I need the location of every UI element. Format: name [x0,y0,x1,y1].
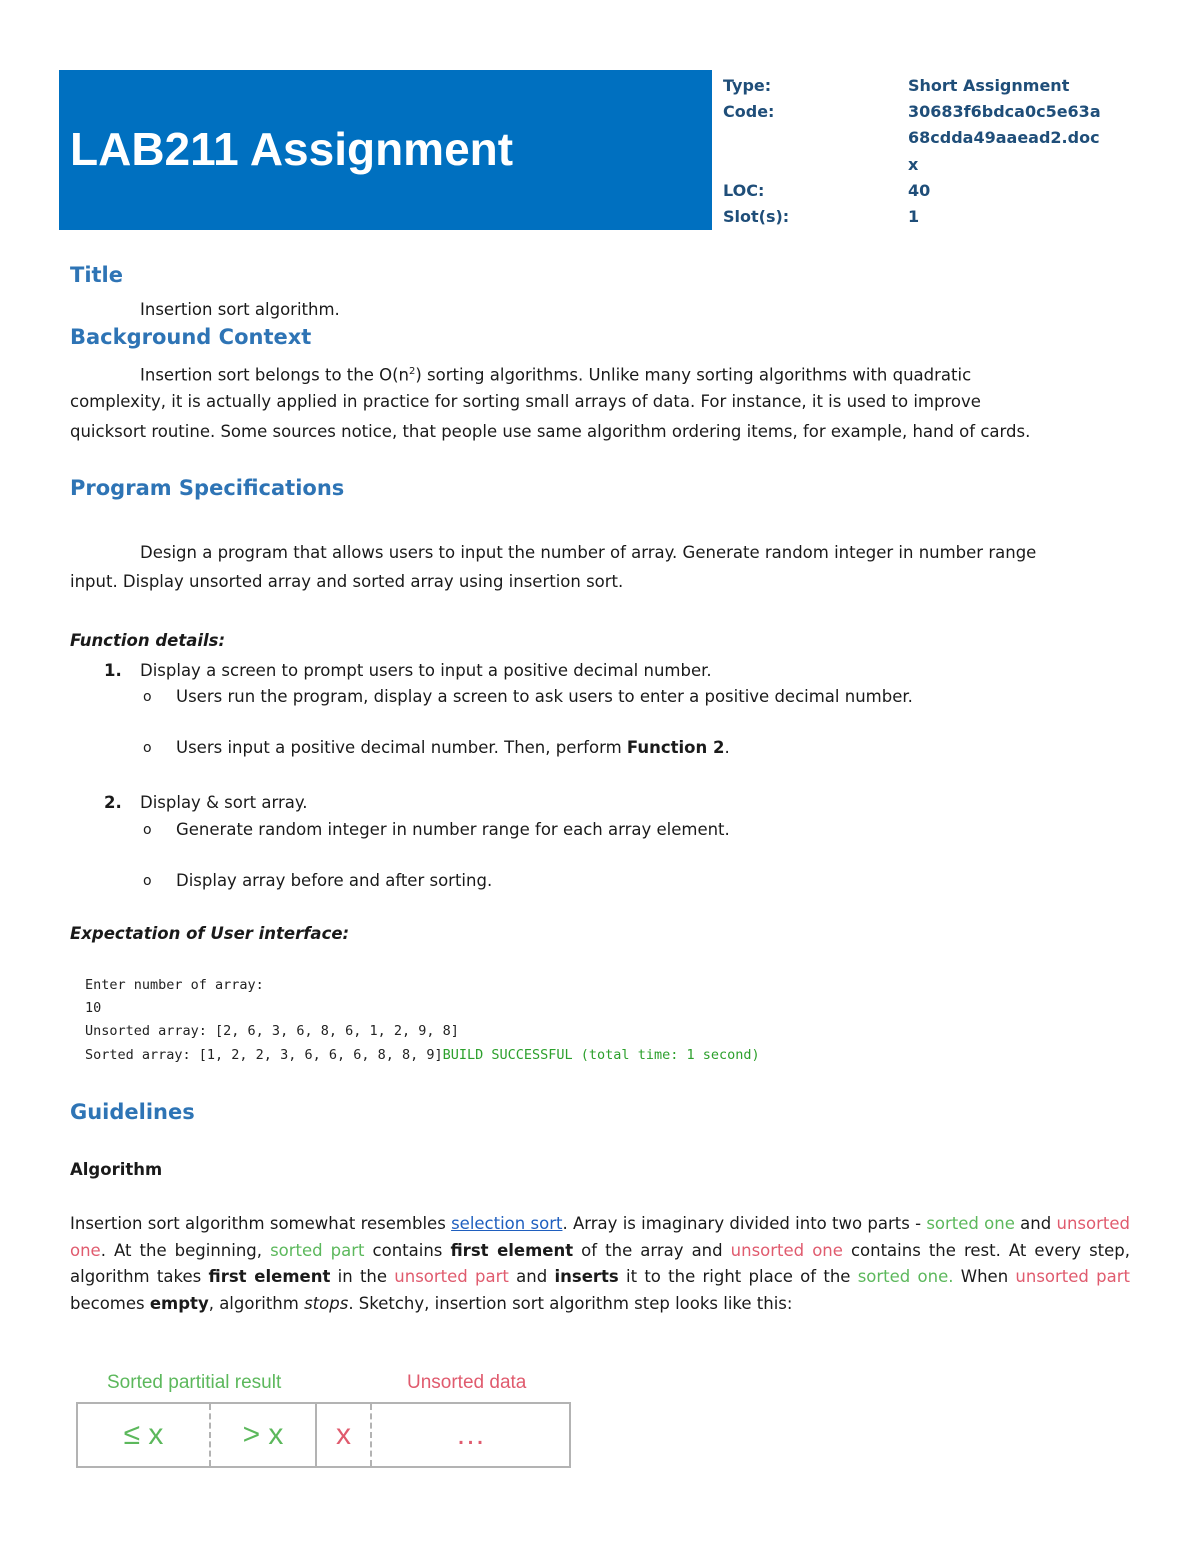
bullet-icon: o [143,822,152,838]
console-line-4: Sorted array: [1, 2, 2, 3, 6, 6, 6, 8, 8, 9]BUILD SUCCESSFUL (total time: 1 second) [85,1047,760,1063]
guidelines-heading: Guidelines [70,1100,195,1124]
function-1-bullet-1: Users run the program, display a screen to ask users to enter a positive decimal number. [176,687,913,706]
page-title: LAB211 Assignment [70,123,514,175]
diagram-cell-gt-x: > x [242,1418,284,1451]
code-value-line1: 30683f6bdca0c5e63a [908,102,1101,121]
function-2-text: Display & sort array. [140,793,308,812]
console-line-3: Unsorted array: [2, 6, 3, 6, 8, 6, 1, 2, 9, 8] [85,1023,459,1039]
function-2-bullet-2: Display array before and after sorting. [176,871,493,890]
function-1-bullet-2: Users input a positive decimal number. Then, perform Function 2. [176,738,730,757]
code-value-line3: x [908,155,919,174]
unsorted-label: Unsorted data [407,1372,527,1393]
slot-value: 1 [908,207,920,226]
type-label: Type: [723,76,772,95]
title-heading: Title [70,263,124,287]
loc-label: LOC: [723,181,765,200]
bullet-icon: o [143,689,152,705]
bullet-icon: o [143,740,152,756]
console-line-2: 10 [85,1000,102,1016]
background-line3: quicksort routine. Some sources notice, that people use same algorithm ordering items, for example, hand of cards. [70,422,1031,441]
selection-sort-link[interactable]: selection sort [451,1214,563,1233]
diagram-cell-x: x [336,1418,351,1451]
console-line-1: Enter number of array: [85,977,264,993]
code-label: Code: [723,102,775,121]
title-text: Insertion sort algorithm. [140,300,340,319]
function-2-number: 2. [104,793,122,812]
function-details-heading: Function details: [70,631,226,650]
loc-value: 40 [908,181,931,200]
spec-line1: Design a program that allows users to input the number of array. Generate random integer in number range [140,543,1037,562]
diagram-cell-ellipsis: … [455,1418,486,1451]
spec-heading: Program Specifications [70,476,345,500]
algorithm-paragraph: Insertion sort algorithm somewhat resembles selection sort. Array is imaginary divided into two parts - sorted one and unsorted one. At the beginning, sorted part contains first element of the array and unsorted one contains the rest. At every step, algorithm takes first element in the unsorted part and inserts it to the right place of the sorted one. When unsorted part becomes empty, algorithm stops. Sketchy, insertion sort algorithm step looks like this: [70,1214,1131,1313]
function-2-bullet-1: Generate random integer in number range for each array element. [176,820,730,839]
function-1-number: 1. [104,661,122,680]
background-line1: Insertion sort belongs to the $O(n^2)$ sorting algorithms. Unlike many sorting algorithms with quadratic [140,365,972,385]
background-line2: complexity, it is actually applied in practice for sorting small arrays of data. For instance, it is used to improve [70,392,981,411]
diagram-cell-le-x: ≤ x [123,1418,164,1451]
ui-heading: Expectation of User interface: [70,924,350,943]
background-heading: Background Context [70,325,312,349]
bullet-icon: o [143,873,152,889]
code-value-line2: 68cdda49aaead2.doc [908,128,1100,147]
function-1-text: Display a screen to prompt users to input a positive decimal number. [140,661,712,680]
algorithm-heading: Algorithm [70,1160,163,1179]
spec-line2: input. Display unsorted array and sorted array using insertion sort. [70,572,624,591]
sorted-label: Sorted partitial result [107,1372,282,1393]
slot-label: Slot(s): [723,207,790,226]
type-value: Short Assignment [908,76,1070,95]
